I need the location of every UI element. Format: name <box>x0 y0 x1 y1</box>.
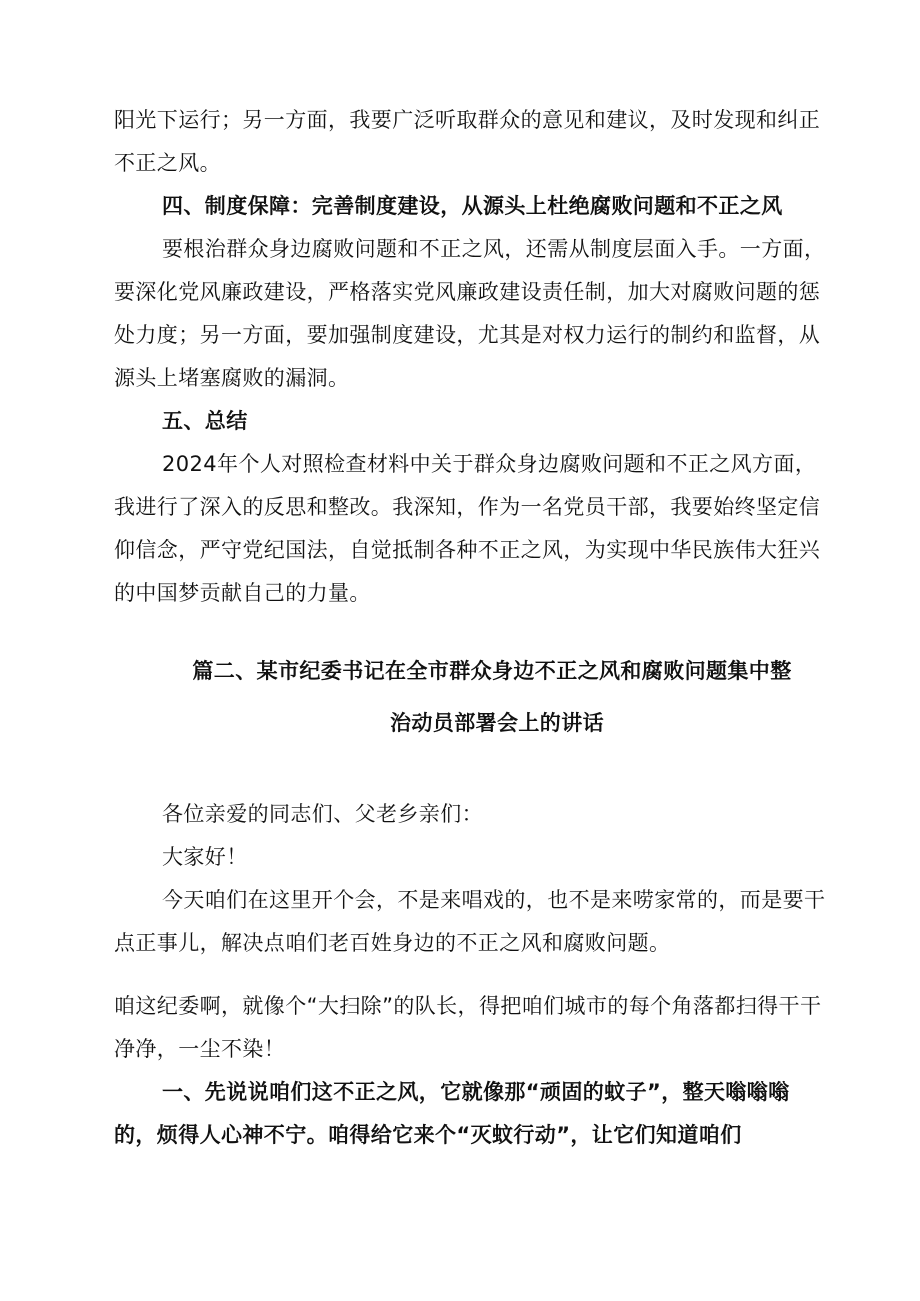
hello: 大家好！ <box>162 845 248 869</box>
paragraph-continuation: 阳光下运行；另一方面，我要广泛听取群众的意见和建议，及时发现和纠正不正之风。 <box>114 108 821 175</box>
greeting: 各位亲爱的同志们、父老乡亲们： <box>162 802 483 826</box>
section-spacer <box>114 615 830 645</box>
section-title <box>114 645 830 749</box>
title-spacer <box>114 749 830 793</box>
paragraph-cleanup: 咱这纪委啊，就像个“大扫除”的队长，得把咱们城市的每个角落都扫得干干净净，一尘不染！ <box>114 994 822 1061</box>
paragraph-opening: 今天咱们在这里开个会，不是来唱戏的，也不是来唠家常的，而是要干点正事儿，解决点咱们老百姓身边的不正之风和腐败问题。 <box>114 888 826 955</box>
heading-summary: 五、总结 <box>162 409 248 433</box>
heading-institutional-guarantee: 四、制度保障：完善制度建设，从源头上杜绝腐败问题和不正之风 <box>162 194 783 218</box>
paragraph-point-one: 一、先说说咱们这不正之风，它就像那“顽固的蚊子”，整天嗡嗡嗡的，烦得人心神不宁。咱得给它来个“灭蚊行动”，让它们知道咱们 <box>114 1080 790 1147</box>
section-title-line2: 治动员部署会上的讲话 <box>390 711 604 735</box>
paragraph-institution: 要根治群众身边腐败问题和不正之风，还需从制度层面入手。一方面，要深化党风廉政建设，严格落实党风廉政建设责任制，加大对腐败问题的惩处力度；另一方面，要加强制度建设，尤其是对权力运行的制约和监督，从源头上堵塞腐败的漏洞。 <box>114 237 826 390</box>
paragraph-spacer <box>114 965 830 985</box>
section-title-line1: 篇二、某市纪委书记在全市群众身边不正之风和腐败问题集中整 <box>192 659 792 683</box>
paragraph-summary: 2024年个人对照检查材料中关于群众身边腐败问题和不正之风方面，我进行了深入的反思和整改。我深知，作为一名党员干部，我要始终坚定信仰信念，严守党纪国法，自觉抵制各种不正之风，为实现中华民族伟大狂兴的中国梦贡献自己的力量。 <box>114 452 821 605</box>
